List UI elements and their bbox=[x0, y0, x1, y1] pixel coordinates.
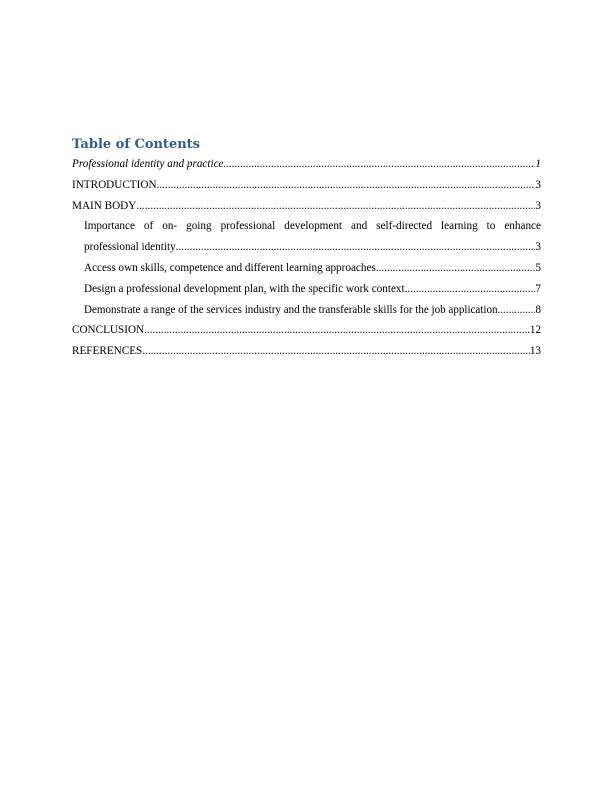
toc-entry-label: Access own skills, competence and different learning approaches bbox=[84, 261, 376, 274]
toc-entry-main-body[interactable] bbox=[72, 196, 541, 217]
toc-entry-label: Importance of on- going professional development and self-directed learning to enhance bbox=[84, 220, 541, 233]
toc-entry-page: 3 bbox=[535, 199, 541, 212]
toc-entry-access-skills[interactable] bbox=[72, 258, 541, 279]
toc-entry-label: professional identity bbox=[84, 241, 176, 254]
toc-heading: Table of Contents bbox=[72, 137, 200, 152]
dot-leader bbox=[136, 196, 535, 217]
toc-entry-importance-line1[interactable] bbox=[72, 216, 541, 237]
toc-entry-label: MAIN BODY bbox=[72, 199, 137, 212]
toc-entry-label: Professional identity and practice bbox=[72, 158, 224, 170]
toc-entry-label: REFERENCES bbox=[72, 345, 143, 358]
dot-leader bbox=[176, 237, 536, 258]
toc-entry-professional-identity[interactable] bbox=[72, 154, 541, 175]
toc-entry-page: 1 bbox=[535, 158, 541, 170]
toc-entry-conclusion[interactable] bbox=[72, 320, 541, 341]
dot-leader bbox=[224, 154, 536, 175]
toc-entry-introduction[interactable] bbox=[72, 175, 541, 196]
toc-entry-page: 7 bbox=[535, 282, 541, 295]
toc-entry-label: CONCLUSION bbox=[72, 324, 145, 337]
dot-leader bbox=[405, 279, 536, 300]
dot-leader bbox=[376, 258, 536, 279]
toc-entry-page: 12 bbox=[529, 324, 541, 337]
toc-entry-development-plan[interactable] bbox=[72, 279, 541, 300]
toc-entry-page: 3 bbox=[535, 241, 541, 254]
toc-entry-page: 3 bbox=[535, 178, 541, 191]
dot-leader bbox=[144, 320, 530, 341]
toc-entry-label: Design a professional development plan, with the specific work context bbox=[84, 282, 405, 295]
toc-entry-transferable-skills[interactable] bbox=[72, 300, 541, 321]
toc-entry-page: 8 bbox=[535, 303, 541, 316]
toc-entry-page: 5 bbox=[535, 261, 541, 274]
toc-entry-references[interactable] bbox=[72, 341, 541, 362]
dot-leader bbox=[142, 341, 530, 362]
toc-entry-page: 13 bbox=[529, 345, 541, 358]
table-of-contents bbox=[72, 136, 541, 362]
toc-entry-importance-line2[interactable] bbox=[72, 237, 541, 258]
toc-entry-label: Demonstrate a range of the services industry and the transferable skills for the job application bbox=[84, 303, 498, 316]
dot-leader bbox=[498, 300, 536, 321]
toc-entry-label: INTRODUCTION bbox=[72, 178, 157, 191]
dot-leader bbox=[157, 175, 536, 196]
